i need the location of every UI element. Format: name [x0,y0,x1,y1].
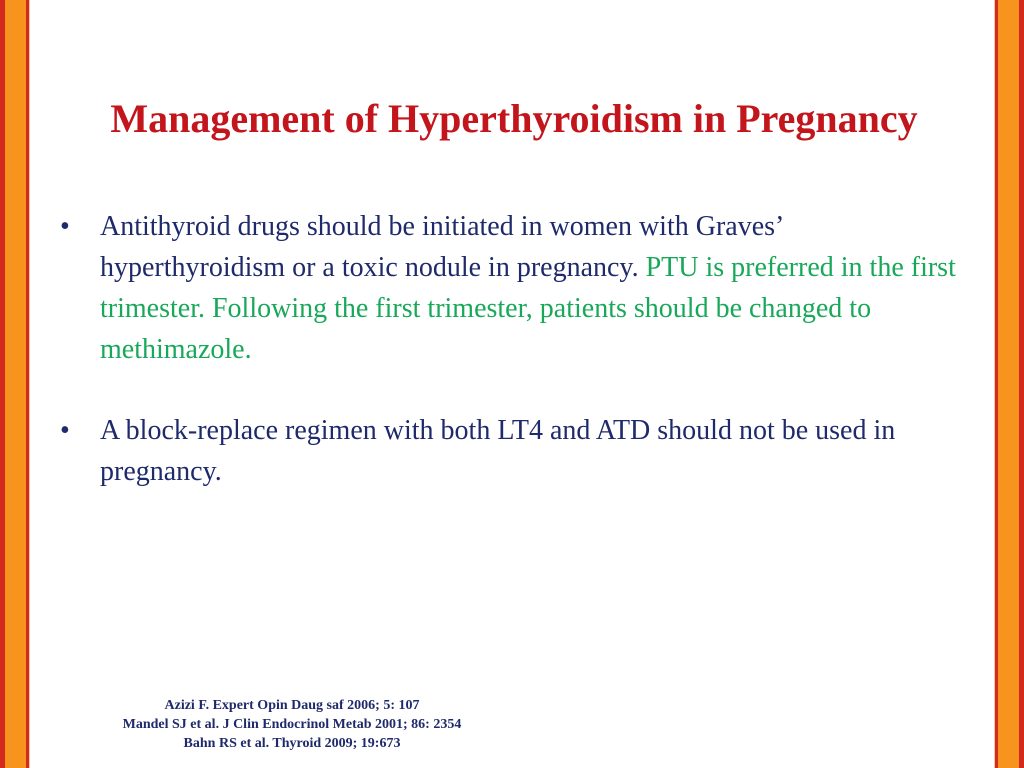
bullet-list [56,206,956,532]
bullet-item-2 [56,410,956,492]
bullet-marker: • [60,211,70,242]
references [70,696,514,753]
bullet-1-highlight: PTU is preferred in the first trimester. Following the first trimester, patients should be changed to methimazole. [100,252,956,365]
bullet-1-text: Antithyroid drugs should be initiated in women with Graves’ hyperthyroidism or a toxic nodule in pregnancy. [100,211,783,283]
reference-2: Mandel SJ et al. J Clin Endocrinol Metab 2001; 86: 2354 [122,717,462,732]
left-border-stripe [5,0,26,768]
slide-title: Management of Hyperthyroidism in Pregnancy [110,96,918,141]
right-border-outer [1019,0,1024,768]
bullet-marker: • [60,415,70,446]
reference-1: Azizi F. Expert Opin Daug saf 2006; 5: 107 [164,698,420,713]
right-border-stripe [998,0,1019,768]
reference-3: Bahn RS et al. Thyroid 2009; 19:673 [183,736,401,751]
bullet-item-1 [56,206,956,370]
left-border-line [29,0,30,768]
bullet-2-text: A block-replace regimen with both LT4 and ATD should not be used in pregnancy. [100,415,896,487]
